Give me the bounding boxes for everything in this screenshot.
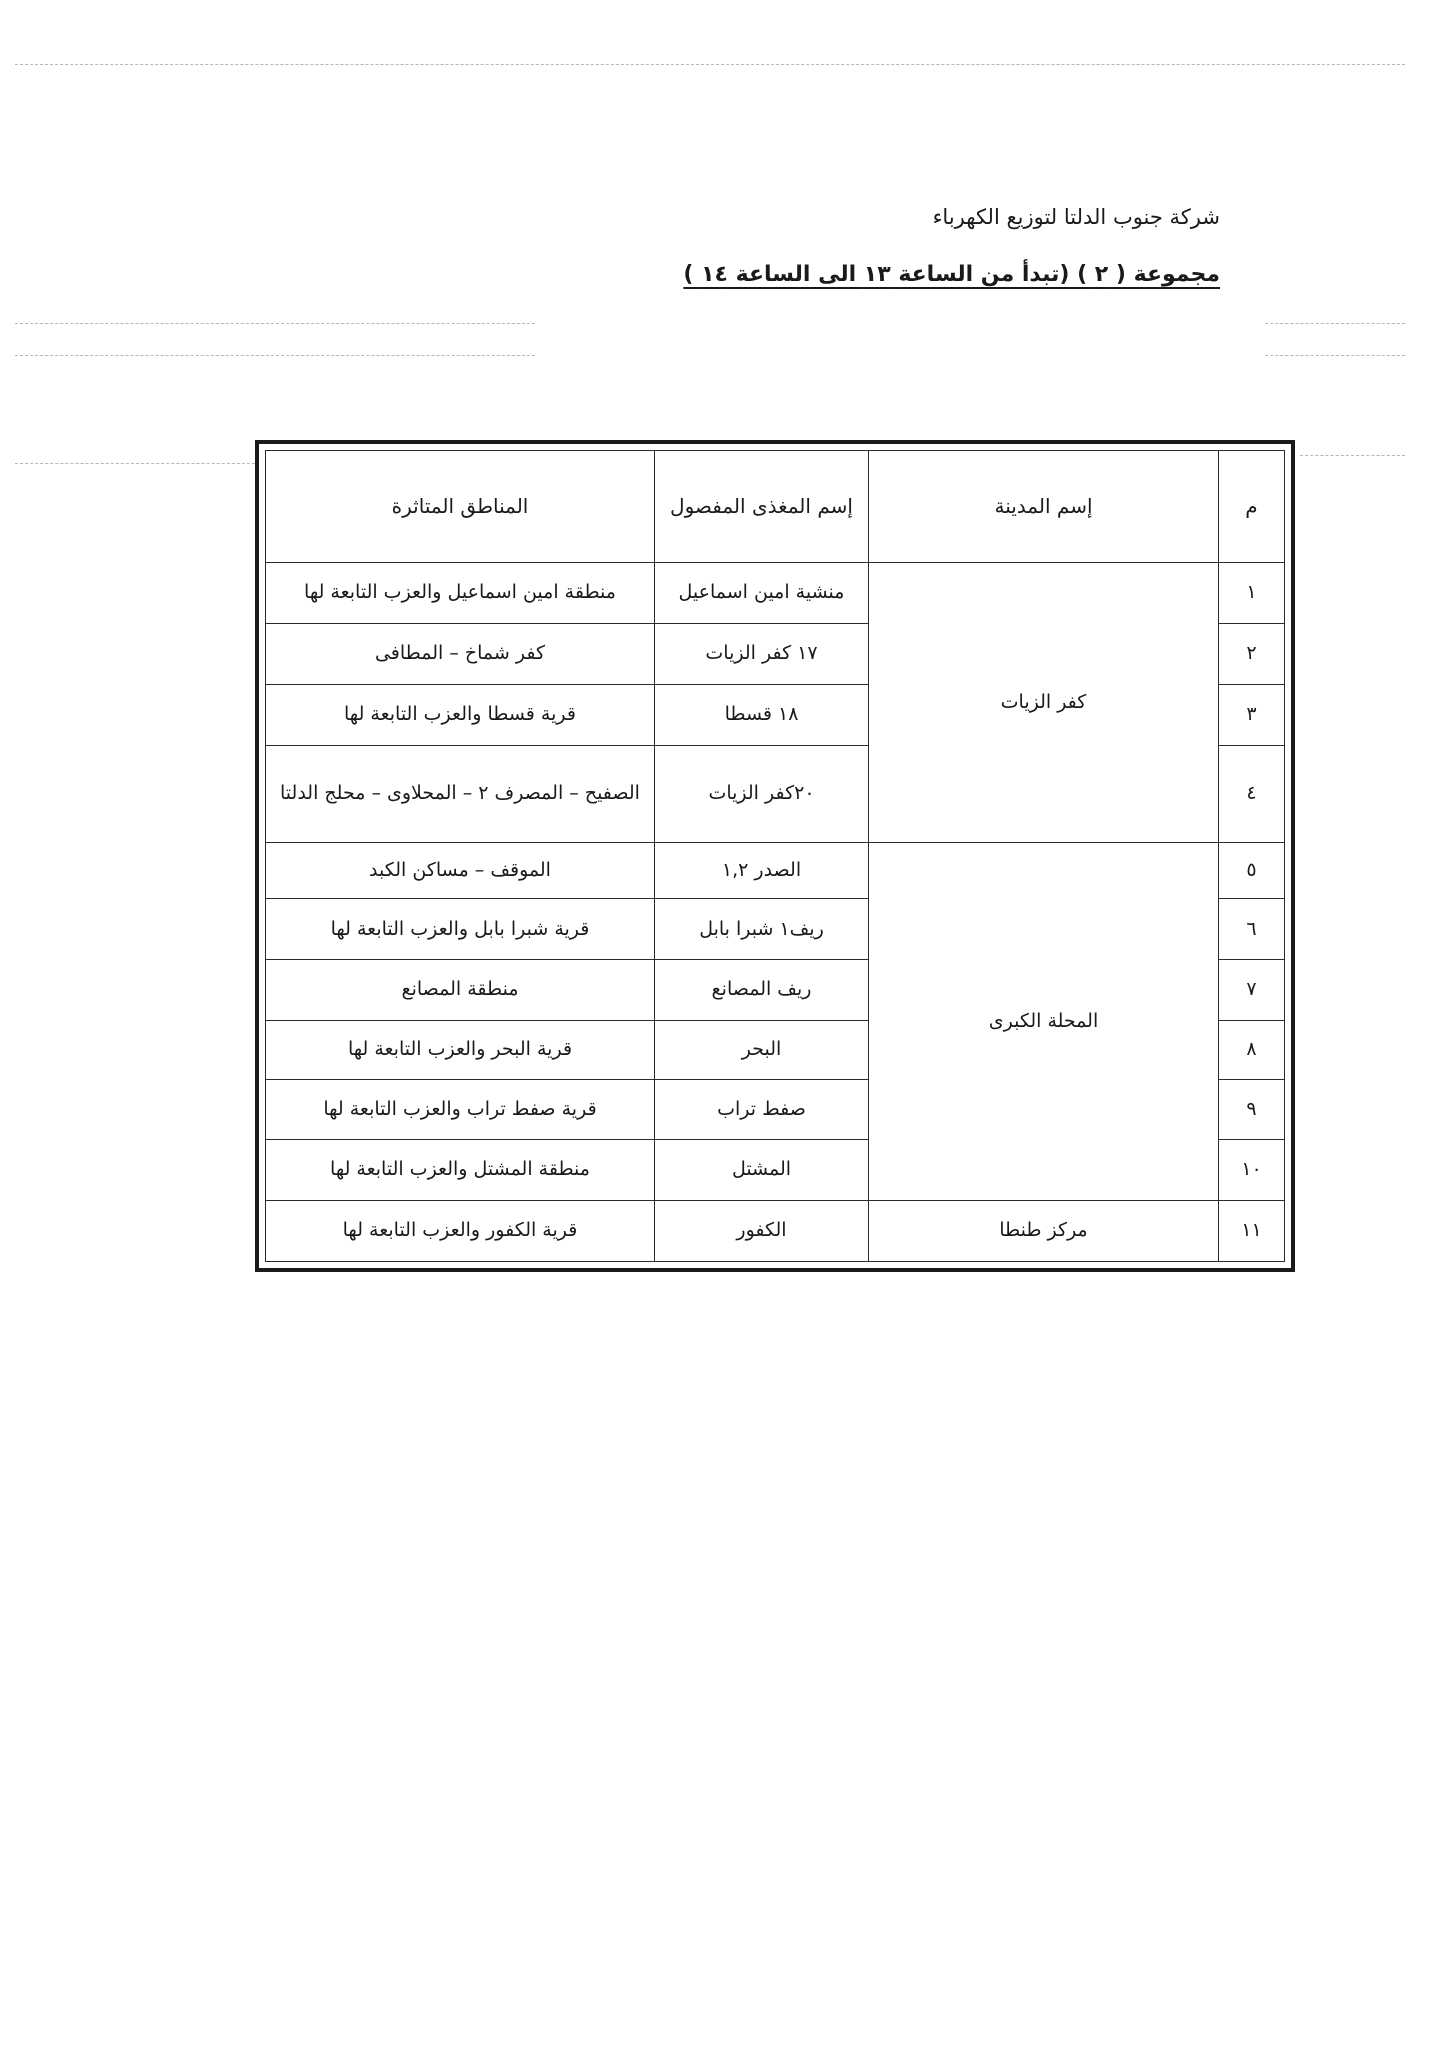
feeder-cell: الكفور	[655, 1201, 869, 1262]
schedule-table-frame	[255, 440, 1295, 1272]
areas-cell: قرية شبرا بابل والعزب التابعة لها	[266, 899, 655, 960]
table-row	[266, 563, 1285, 624]
scan-artifact-line	[15, 463, 255, 464]
feeder-cell: صفط تراب	[655, 1079, 869, 1140]
group-title: مجموعة ( ٢ ) (تبدأ من الساعة ١٣ الى الساعة ١٤ )	[683, 262, 1220, 287]
areas-cell: منطقة المشتل والعزب التابعة لها	[266, 1140, 655, 1201]
row-number: ١٠	[1219, 1140, 1285, 1201]
feeder-cell: ١٧ كفر الزيات	[655, 624, 869, 685]
row-number: ٤	[1219, 745, 1285, 842]
row-number: ١	[1219, 563, 1285, 624]
row-number: ٢	[1219, 624, 1285, 685]
scan-artifact-line	[1265, 355, 1405, 356]
areas-cell: قرية صفط تراب والعزب التابعة لها	[266, 1079, 655, 1140]
areas-cell: الصفيح – المصرف ٢ – المحلاوى – محلج الدلتا	[266, 745, 655, 842]
areas-cell: منطقة امين اسماعيل والعزب التابعة لها	[266, 563, 655, 624]
feeder-cell: ريف١ شبرا بابل	[655, 899, 869, 960]
areas-cell: الموقف – مساكن الكبد	[266, 842, 655, 899]
row-number: ١١	[1219, 1201, 1285, 1262]
row-number: ٦	[1219, 899, 1285, 960]
feeder-cell: المشتل	[655, 1140, 869, 1201]
areas-cell: كفر شماخ – المطافى	[266, 624, 655, 685]
city-cell: كفر الزيات	[869, 563, 1219, 842]
header-num: م	[1219, 451, 1285, 563]
table-header-row	[266, 451, 1285, 563]
feeder-cell: الصدر ١,٢	[655, 842, 869, 899]
areas-cell: قرية الكفور والعزب التابعة لها	[266, 1201, 655, 1262]
scan-artifact-line	[15, 64, 1405, 65]
header-areas: المناطق المتاثرة	[266, 451, 655, 563]
areas-cell: قرية البحر والعزب التابعة لها	[266, 1020, 655, 1079]
feeder-cell: ١٨ قسطا	[655, 684, 869, 745]
feeder-cell: البحر	[655, 1020, 869, 1079]
feeder-cell: ٢٠كفر الزيات	[655, 745, 869, 842]
scan-artifact-line	[1265, 323, 1405, 324]
city-cell: المحلة الكبرى	[869, 842, 1219, 1200]
row-number: ٧	[1219, 960, 1285, 1021]
feeder-cell: ريف المصانع	[655, 960, 869, 1021]
schedule-table	[265, 450, 1285, 1262]
header-city: إسم المدينة	[869, 451, 1219, 563]
row-number: ٩	[1219, 1079, 1285, 1140]
row-number: ٨	[1219, 1020, 1285, 1079]
table-row	[266, 842, 1285, 899]
header-feeder: إسم المغذى المفصول	[655, 451, 869, 563]
row-number: ٥	[1219, 842, 1285, 899]
areas-cell: منطقة المصانع	[266, 960, 655, 1021]
scan-artifact-line	[15, 355, 535, 356]
city-cell: مركز طنطا	[869, 1201, 1219, 1262]
row-number: ٣	[1219, 684, 1285, 745]
feeder-cell: منشية امين اسماعيل	[655, 563, 869, 624]
company-name: شركة جنوب الدلتا لتوزيع الكهرباء	[932, 205, 1220, 229]
scan-artifact-line	[1300, 455, 1405, 456]
table-row	[266, 1201, 1285, 1262]
areas-cell: قرية قسطا والعزب التابعة لها	[266, 684, 655, 745]
scan-artifact-line	[15, 323, 535, 324]
